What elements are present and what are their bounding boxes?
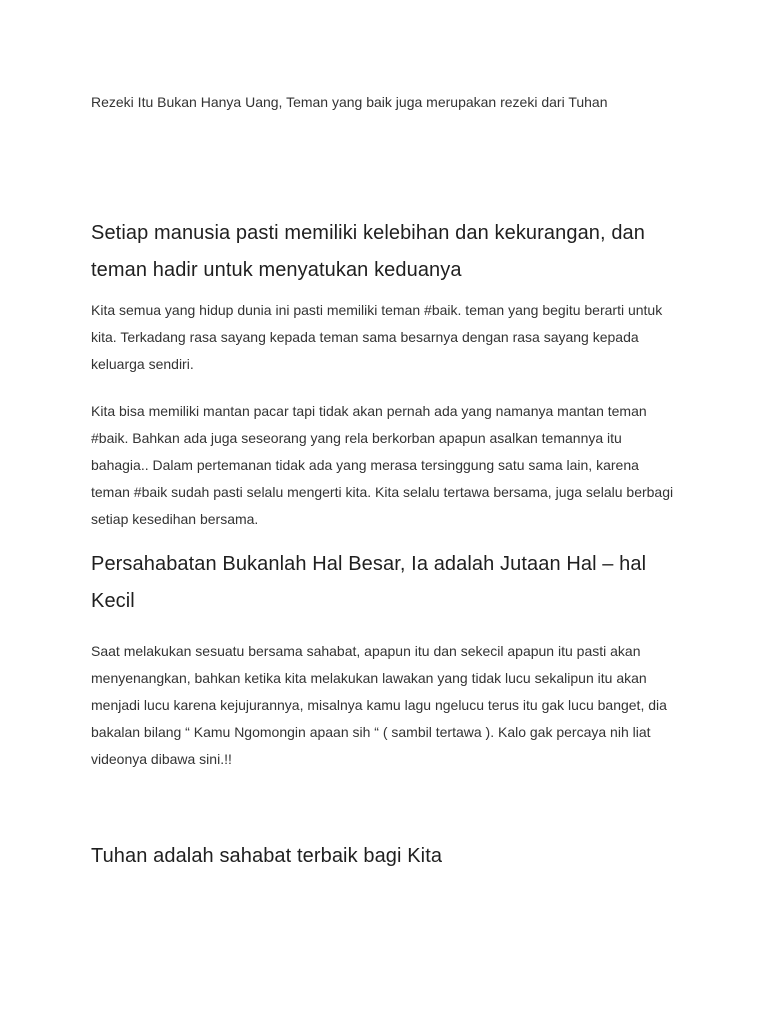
section-2-paragraph-1: Saat melakukan sesuatu bersama sahabat, apapun itu dan sekecil apapun itu pasti akan menyenangkan, bahkan ketika kita melakukan lawakan yang tidak lucu sekalipun itu akan menjadi lucu karena kejujurannya, misalnya kamu lagu ngelucu terus itu gak lucu banget, dia bakalan bilang “ Kamu Ngomongin apaan sih “ ( sambil tertawa ). Kalo gak percaya nih liat videonya dibawa sini.!! xyxy=(91,643,667,767)
section-1-paragraph-2: Kita bisa memiliki mantan pacar tapi tidak akan pernah ada yang namanya mantan teman #baik. Bahkan ada juga seseorang yang rela berkorban apapun asalkan temannya itu bahagia.. Dalam pertemanan tidak ada yang merasa tersinggung satu sama lain, karena teman #baik sudah pasti selalu mengerti kita. Kita selalu tertawa bersama, juga selalu berbagi setiap kesedihan bersama. xyxy=(91,403,674,527)
section-heading-2: Persahabatan Bukanlah Hal Besar, Ia adalah Jutaan Hal – hal Kecil xyxy=(91,553,647,612)
section-heading-1: Setiap manusia pasti memiliki kelebihan dan kekurangan, dan teman hadir untuk menyatukan keduanya xyxy=(91,222,646,281)
intro-text: Rezeki Itu Bukan Hanya Uang, Teman yang baik juga merupakan rezeki dari Tuhan xyxy=(91,94,608,110)
section-heading-3: Tuhan adalah sahabat terbaik bagi Kita xyxy=(91,845,443,867)
section-1-paragraph-1: Kita semua yang hidup dunia ini pasti memiliki teman #baik. teman yang begitu berarti untuk kita. Terkadang rasa sayang kepada teman sama besarnya dengan rasa sayang kepada keluarga sendiri. xyxy=(91,302,663,372)
